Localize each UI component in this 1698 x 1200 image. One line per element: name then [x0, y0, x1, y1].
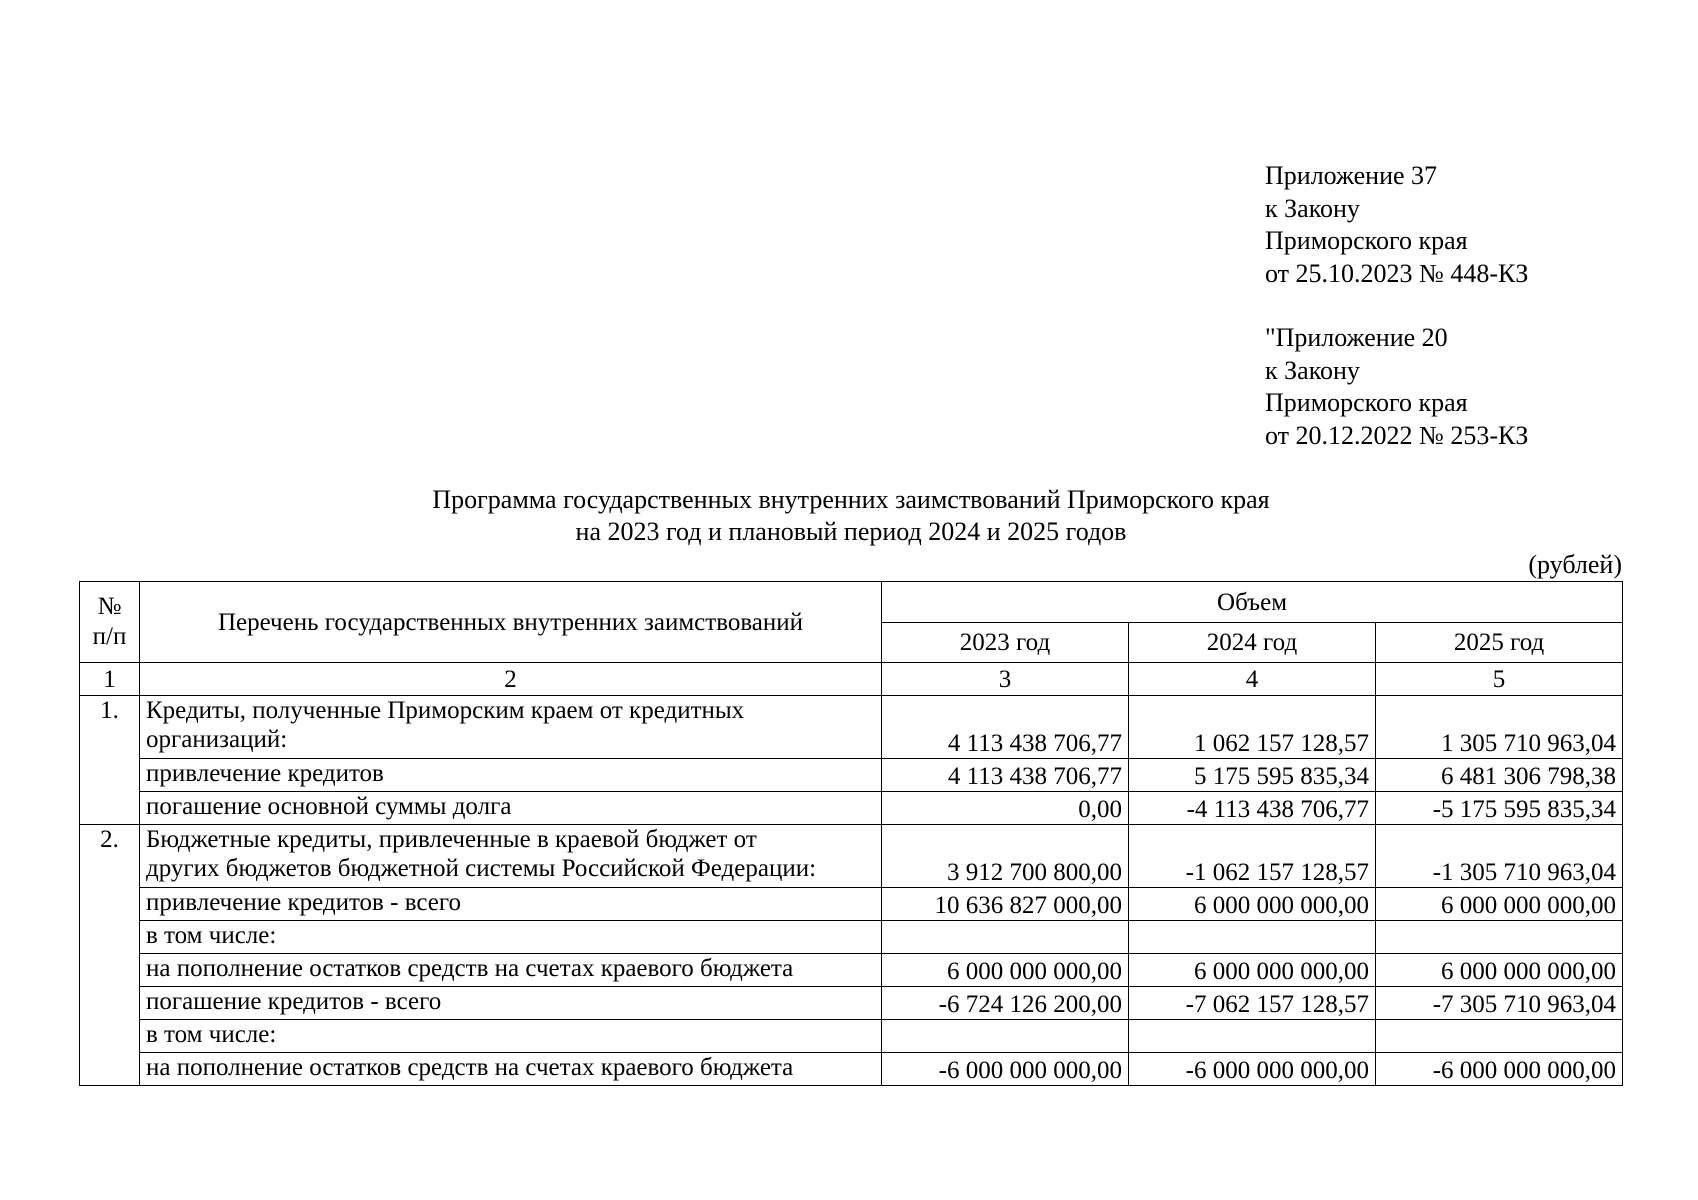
- value-2024: -4 113 438 706,77: [1129, 792, 1376, 825]
- appendix-line: от 25.10.2023 № 448-КЗ: [1265, 258, 1529, 288]
- value-2023: [882, 921, 1129, 954]
- index-cell: 5: [1376, 663, 1623, 696]
- row-label: в том числе:: [140, 1020, 882, 1053]
- value-2024: [1129, 1020, 1376, 1053]
- value-2024: 5 175 595 835,34: [1129, 759, 1376, 792]
- value-2024: -7 062 157 128,57: [1129, 987, 1376, 1020]
- table-row: [80, 792, 1623, 825]
- borrowing-table: [79, 581, 1623, 1086]
- row-label-line: организаций:: [146, 726, 288, 753]
- row-label: привлечение кредитов - всего: [140, 888, 882, 921]
- header-2025: 2025 год: [1376, 623, 1623, 663]
- index-cell: 3: [882, 663, 1129, 696]
- appendix-line: к Закону: [1265, 355, 1360, 385]
- section-number: 2.: [80, 825, 140, 1086]
- appendix-line: Приморского края: [1265, 226, 1468, 255]
- appendix-line: Приморского края: [1265, 388, 1468, 417]
- table-row: [80, 1020, 1623, 1053]
- table-row: [80, 921, 1623, 954]
- row-label-line: других бюджетов бюджетной системы Российской Федерации:: [146, 855, 817, 882]
- header-row: [80, 582, 1623, 623]
- header-num: № п/п: [80, 582, 140, 663]
- index-cell: 4: [1129, 663, 1376, 696]
- value-2023: 4 113 438 706,77: [882, 759, 1129, 792]
- value-2024: 6 000 000 000,00: [1129, 954, 1376, 987]
- value-2023: -6 000 000 000,00: [882, 1053, 1129, 1086]
- value-2023: [882, 1020, 1129, 1053]
- table-row: [80, 696, 1623, 759]
- value-2023: -6 724 126 200,00: [882, 987, 1129, 1020]
- document-title: [80, 484, 1622, 548]
- row-label-line: Бюджетные кредиты, привлеченные в краевой бюджет от: [146, 826, 757, 853]
- row-label: на пополнение остатков средств на счетах краевого бюджета: [140, 954, 882, 987]
- index-row: [80, 663, 1623, 696]
- value-2024: [1129, 921, 1376, 954]
- value-2023: 10 636 827 000,00: [882, 888, 1129, 921]
- table-row: [80, 987, 1623, 1020]
- table-row: [80, 825, 1623, 888]
- value-2025: -5 175 595 835,34: [1376, 792, 1623, 825]
- value-2023: 4 113 438 706,77: [882, 696, 1129, 759]
- index-cell: 1: [80, 663, 140, 696]
- header-list: Перечень государственных внутренних заимствований: [140, 582, 882, 663]
- value-2023: 6 000 000 000,00: [882, 954, 1129, 987]
- value-2025: 6 481 306 798,38: [1376, 759, 1623, 792]
- row-label: привлечение кредитов: [140, 759, 882, 792]
- value-2024: 1 062 157 128,57: [1129, 696, 1376, 759]
- appendix-line: к Закону: [1265, 193, 1360, 223]
- value-2024: 6 000 000 000,00: [1129, 888, 1376, 921]
- value-2024: -6 000 000 000,00: [1129, 1053, 1376, 1086]
- row-label: в том числе:: [140, 921, 882, 954]
- appendix-line: "Приложение 20: [1265, 323, 1448, 352]
- table-row: [80, 759, 1623, 792]
- section-number: 1.: [80, 696, 140, 825]
- appendix-line: Приложение 37: [1265, 161, 1438, 190]
- row-label-line: Кредиты, полученные Приморским краем от кредитных: [146, 697, 745, 724]
- table-row: [80, 888, 1623, 921]
- row-label: на пополнение остатков средств на счетах краевого бюджета: [140, 1053, 882, 1086]
- units-label: (рублей): [1528, 550, 1622, 579]
- header-volume: Объем: [882, 582, 1623, 623]
- value-2025: [1376, 921, 1623, 954]
- value-2025: -1 305 710 963,04: [1376, 825, 1623, 888]
- value-2023: 0,00: [882, 792, 1129, 825]
- value-2024: -1 062 157 128,57: [1129, 825, 1376, 888]
- header-2024: 2024 год: [1129, 623, 1376, 663]
- appendix-current: [1265, 160, 1685, 290]
- value-2025: [1376, 1020, 1623, 1053]
- table-row: [80, 954, 1623, 987]
- header-2023: 2023 год: [882, 623, 1129, 663]
- value-2025: 6 000 000 000,00: [1376, 888, 1623, 921]
- value-2025: 1 305 710 963,04: [1376, 696, 1623, 759]
- appendix-line: от 20.12.2022 № 253-КЗ: [1265, 420, 1529, 450]
- appendix-original: [1265, 322, 1685, 452]
- row-label: погашение кредитов - всего: [140, 987, 882, 1020]
- table-row: [80, 1053, 1623, 1086]
- index-cell: 2: [140, 663, 882, 696]
- title-line: на 2023 год и плановый период 2024 и 2025 годов: [575, 517, 1127, 546]
- row-label: [140, 696, 882, 759]
- value-2025: 6 000 000 000,00: [1376, 954, 1623, 987]
- row-label: погашение основной суммы долга: [140, 792, 882, 825]
- value-2025: -7 305 710 963,04: [1376, 987, 1623, 1020]
- value-2023: 3 912 700 800,00: [882, 825, 1129, 888]
- row-label: [140, 825, 882, 888]
- title-line: Программа государственных внутренних заимствований Приморского края: [432, 485, 1270, 514]
- value-2025: -6 000 000 000,00: [1376, 1053, 1623, 1086]
